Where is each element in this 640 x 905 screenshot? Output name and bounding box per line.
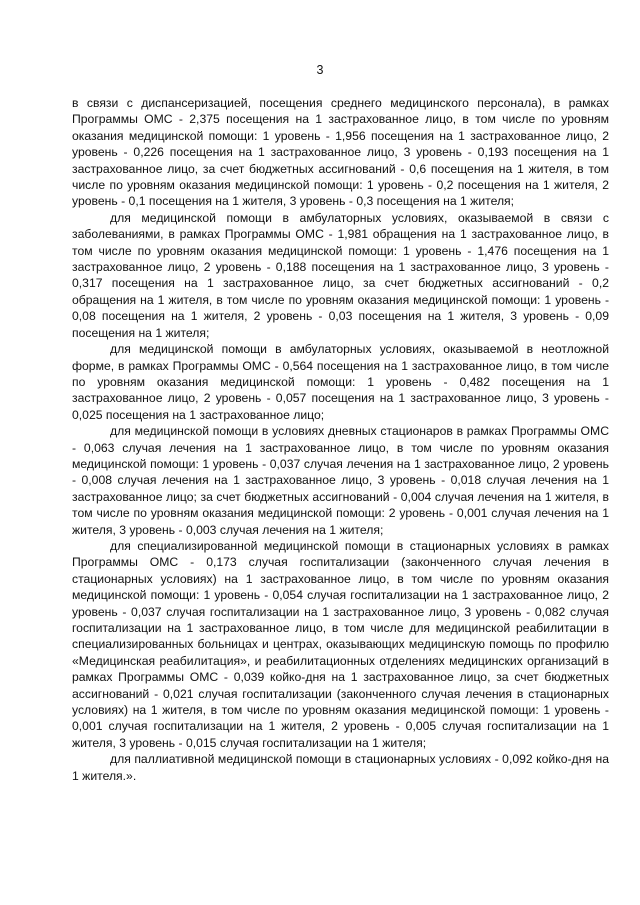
paragraph-palliative-inpatient: для паллиативной медицинской помощи в стационарных условиях - 0,092 койко-дня на 1 жителя.». bbox=[72, 752, 609, 783]
page-number: 3 bbox=[316, 63, 324, 77]
paragraph-day-hospital: для медицинской помощи в условиях дневных стационаров в рамках Программы ОМС - 0,063 случая лечения на 1 застрахованное лицо, в том числе по уровням оказания медицинской помощи: 1 уровень - 0,037 случая лечения на 1 застрахованное лицо, 2 уровень - 0,008 случая лечения на 1 застрахованное лицо, 3 уровень - 0,018 случая лечения на 1 застрахованное лицо; за счет бюджетных ассигнований - 0,004 случая лечения на 1 жителя, в том числе по уровням оказания медицинской помощи: 2 уровень - 0,001 случая лечения на 1 жителя, 3 уровень - 0,003 случая лечения на 1 жителя; bbox=[72, 424, 609, 537]
paragraph-outpatient-preventive: в связи с диспансеризацией, посещения среднего медицинского персонала), в рамках Программы ОМС - 2,375 посещения на 1 застрахованное лицо, в том числе по уровням оказания медицинской помощи: 1 уровень - 1,956 посещения на 1 застрахованное лицо, 2 уровень - 0,226 посещения на 1 застрахованное лицо, 3 уровень - 0,193 посещения на 1 застрахованное лицо, за счет бюджетных ассигнований - 0,6 посещения на 1 жителя, в том числе по уровням оказания медицинской помощи: 1 уровень - 0,2 посещения на 1 жителя, 2 уровень - 0,1 посещения на 1 жителя, 3 уровень - 0,3 посещения на 1 жителя; bbox=[72, 96, 609, 209]
document-body bbox=[72, 95, 609, 784]
paragraph-outpatient-diseases: для медицинской помощи в амбулаторных условиях, оказываемой в связи с заболеваниями, в рамках Программы ОМС - 1,981 обращения на 1 застрахованное лицо, в том числе по уровням оказания медицинской помощи: 1 уровень - 1,476 посещения на 1 застрахованное лицо, 2 уровень - 0,188 посещения на 1 застрахованное лицо, 3 уровень - 0,317 посещения на 1 застрахованное лицо, за счет бюджетных ассигнований - 0,2 обращения на 1 жителя, в том числе по уровням оказания медицинской помощи: 1 уровень - 0,08 посещения на 1 жителя, 2 уровень - 0,03 посещения на 1 жителя, 3 уровень - 0,09 посещения на 1 жителя; bbox=[72, 210, 609, 340]
paragraph-outpatient-urgent: для медицинской помощи в амбулаторных условиях, оказываемой в неотложной форме, в рамках Программы ОМС - 0,564 посещения на 1 застрахованное лицо, в том числе по уровням оказания медицинской помощи: 1 уровень - 0,482 посещения на 1 застрахованное лицо, 2 уровень - 0,057 посещения на 1 застрахованное лицо, 3 уровень - 0,025 посещения на 1 застрахованное лицо; bbox=[72, 342, 609, 422]
paragraph-specialized-inpatient: для специализированной медицинской помощи в стационарных условиях в рамках Программы ОМС - 0,173 случая госпитализации (законченного случая лечения в стационарных условиях) на 1 застрахованное лицо, в том числе по уровням оказания медицинской помощи: 1 уровень - 0,054 случая госпитализации на 1 застрахованное лицо, 2 уровень - 0,037 случая госпитализации на 1 застрахованное лицо, 3 уровень - 0,082 случая госпитализации на 1 застрахованное лицо, в том числе для медицинской реабилитации в специализированных больницах и центрах, оказывающих медицинскую помощь по профилю «Медицинская реабилитация», и реабилитационных отделениях медицинских организаций в рамках Программы ОМС - 0,039 койко-дня на 1 застрахованное лицо, за счет бюджетных ассигнований - 0,021 случая госпитализации (законченного случая лечения в стационарных условиях) на 1 жителя, в том числе по уровням оказания медицинской помощи: 1 уровень - 0,001 случая госпитализации на 1 жителя, 2 уровень - 0,005 случая госпитализации на 1 жителя, 3 уровень - 0,015 случая госпитализации на 1 жителя; bbox=[72, 538, 609, 750]
